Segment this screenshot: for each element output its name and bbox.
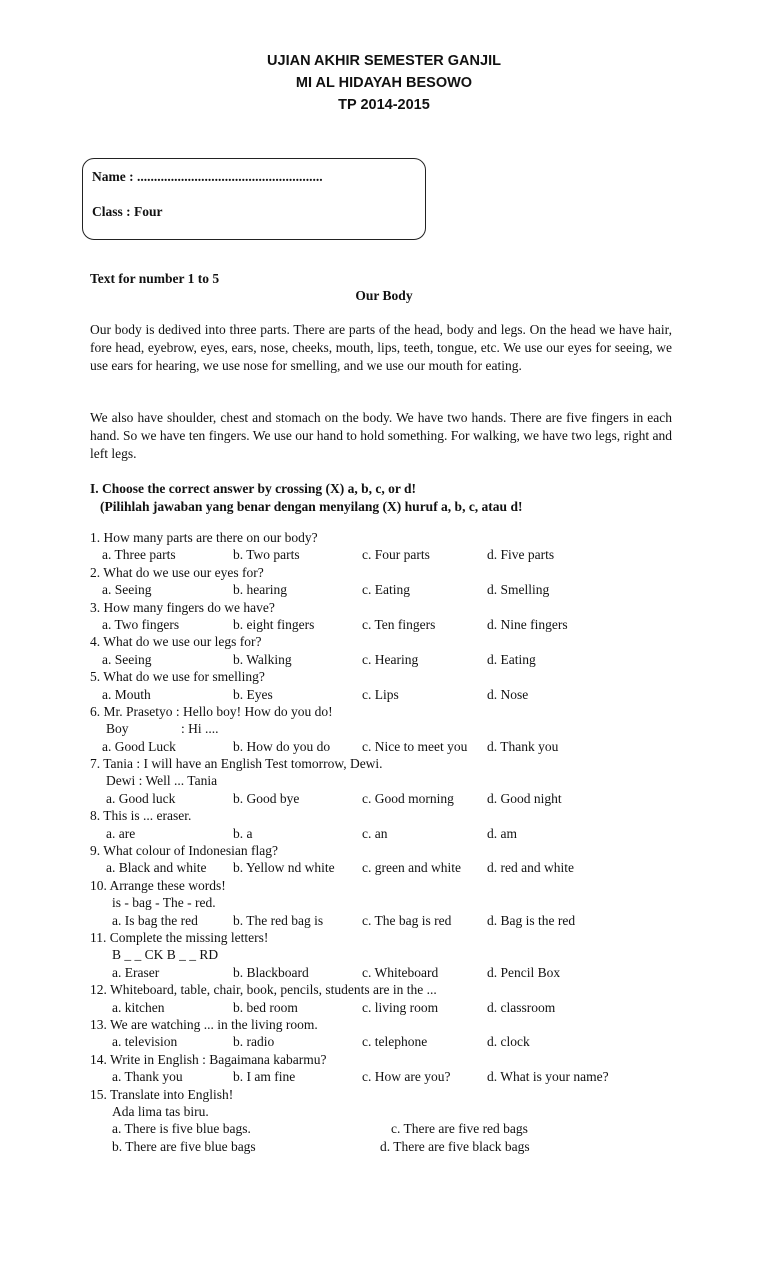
- answer-options: [90, 1033, 710, 1050]
- question-text: [90, 599, 710, 616]
- reading-paragraph-1: Our body is dedived into three parts. There are parts of the head, body and legs. On the head we have hair, fore head, eyebrow, eyes, ears, nose, cheeks, mouth, lips, teeth, tongue, etc. We use our eyes for seeing, we use ears for hearing, we use nose for smelling, and we use our mouth for eating.: [90, 322, 672, 373]
- answer-option[interactable]: a. There is five blue bags.: [112, 1121, 251, 1137]
- answer-option[interactable]: a. Is bag the red: [112, 912, 198, 928]
- question-extra: [90, 772, 710, 789]
- question-extra: [90, 720, 710, 737]
- answer-option[interactable]: c. Eating: [362, 582, 410, 598]
- answer-option[interactable]: a. Mouth: [102, 686, 151, 702]
- answer-option[interactable]: b. There are five blue bags: [112, 1138, 256, 1154]
- question-text: [90, 1016, 710, 1033]
- answer-option[interactable]: c. There are five red bags: [391, 1121, 528, 1137]
- answer-option[interactable]: b. Two parts: [233, 547, 300, 563]
- answer-options: [90, 1068, 710, 1085]
- question-label: 11. Complete the missing letters!: [90, 929, 269, 945]
- question-label: 14. Write in English : Bagaimana kabarmu?: [90, 1051, 327, 1067]
- answer-option[interactable]: b. I am fine: [233, 1069, 296, 1085]
- question-extra-text: : Hi ....: [181, 721, 219, 737]
- answer-option[interactable]: a. Three parts: [102, 547, 176, 563]
- student-identity-box: [82, 158, 426, 240]
- answer-option[interactable]: b. hearing: [233, 582, 287, 598]
- answer-option[interactable]: c. Ten fingers: [362, 616, 436, 632]
- answer-option[interactable]: a. Black and white: [106, 860, 207, 876]
- question-label: 3. How many fingers do we have?: [90, 599, 275, 615]
- answer-option[interactable]: c. Lips: [362, 686, 399, 702]
- question-extra-text: Ada lima tas biru.: [112, 1103, 209, 1119]
- question-text: [90, 981, 710, 998]
- answer-option[interactable]: d. am: [487, 825, 517, 841]
- answer-option[interactable]: a. Good Luck: [102, 738, 176, 754]
- answer-option[interactable]: a. Eraser: [112, 964, 160, 980]
- answer-option[interactable]: b. Yellow nd white: [233, 860, 335, 876]
- question-text: [90, 877, 710, 894]
- question-extra: [90, 1103, 710, 1120]
- answer-option[interactable]: d. Eating: [487, 651, 536, 667]
- answer-option[interactable]: c. living room: [362, 999, 439, 1015]
- question-label: 12. Whiteboard, table, chair, book, pencils, students are in the ...: [90, 982, 437, 998]
- question-label: 5. What do we use for smelling?: [90, 669, 265, 685]
- question-extra-text: Boy: [106, 721, 129, 737]
- answer-options: [90, 964, 710, 981]
- answer-option[interactable]: b. Good bye: [233, 790, 300, 806]
- instruction-english: I. Choose the correct answer by crossing (X) a, b, c, or d!: [90, 481, 416, 496]
- answer-option[interactable]: b. Eyes: [233, 686, 273, 702]
- answer-options: [90, 616, 710, 633]
- school-year: TP 2014-2015: [338, 97, 430, 113]
- answer-option[interactable]: d. Five parts: [487, 547, 555, 563]
- answer-option[interactable]: b. eight fingers: [233, 616, 315, 632]
- exam-header: [0, 50, 768, 116]
- question-label: 1. How many parts are there on our body?: [90, 530, 318, 545]
- answer-option[interactable]: a. Good luck: [106, 790, 176, 806]
- question-extra: [90, 894, 710, 911]
- answer-option[interactable]: c. Four parts: [362, 547, 430, 563]
- question-label: 10. Arrange these words!: [90, 877, 226, 893]
- answer-option[interactable]: c. Hearing: [362, 651, 419, 667]
- answer-options: [90, 651, 710, 668]
- answer-option[interactable]: b. Blackboard: [233, 964, 309, 980]
- question-text: [90, 1086, 710, 1103]
- answer-option[interactable]: d. classroom: [487, 999, 556, 1015]
- answer-option[interactable]: b. radio: [233, 1034, 275, 1050]
- answer-option[interactable]: d. red and white: [487, 860, 574, 876]
- answer-option[interactable]: a. Seeing: [102, 582, 152, 598]
- answer-option[interactable]: b. a: [233, 825, 253, 841]
- answer-option[interactable]: c. an: [362, 825, 388, 841]
- question-text: [90, 807, 710, 824]
- answer-option[interactable]: c. Good morning: [362, 790, 454, 806]
- question-text: [90, 529, 710, 546]
- answer-option[interactable]: a. Seeing: [102, 651, 152, 667]
- question-text: [90, 842, 710, 859]
- question-text: [90, 703, 710, 720]
- reading-intro: Text for number 1 to 5: [90, 271, 220, 286]
- answer-options: [90, 912, 710, 929]
- answer-options: [90, 581, 710, 598]
- question-text: [90, 564, 710, 581]
- question-label: 2. What do we use our eyes for?: [90, 564, 264, 580]
- reading-title: Our Body: [355, 288, 413, 303]
- answer-options: [90, 1120, 710, 1137]
- question-extra-text: is - bag - The - red.: [112, 895, 216, 911]
- answer-options: [90, 790, 710, 807]
- question-label: 9. What colour of Indonesian flag?: [90, 843, 278, 859]
- question-label: 7. Tania : I will have an English Test tomorrow, Dewi.: [90, 756, 383, 772]
- question-extra: [90, 946, 710, 963]
- answer-option[interactable]: c. How are you?: [362, 1069, 451, 1085]
- question-text: [90, 668, 710, 685]
- question-list: [90, 529, 710, 1155]
- answer-option[interactable]: b. Walking: [233, 651, 292, 667]
- answer-option[interactable]: c. telephone: [362, 1034, 428, 1050]
- question-label: 6. Mr. Prasetyo : Hello boy! How do you do!: [90, 703, 333, 719]
- question-label: 8. This is ... eraser.: [90, 808, 192, 824]
- answer-option[interactable]: d. clock: [487, 1034, 530, 1050]
- question-label: 15. Translate into English!: [90, 1086, 234, 1102]
- question-extra-text: B _ _ CK B _ _ RD: [112, 947, 219, 963]
- instruction-indonesian: (Pilihlah jawaban yang benar dengan menyilang (X) huruf a, b, c, atau d!: [100, 499, 523, 514]
- answer-option[interactable]: d. Bag is the red: [487, 912, 576, 928]
- question-label: 13. We are watching ... in the living room.: [90, 1016, 318, 1032]
- answer-options: [90, 738, 710, 755]
- answer-option[interactable]: a. are: [106, 825, 136, 841]
- instructions: [90, 480, 522, 516]
- answer-option[interactable]: d. Thank you: [487, 738, 559, 754]
- answer-option[interactable]: d. Nine fingers: [487, 616, 568, 632]
- question-label: 4. What do we use our legs for?: [90, 634, 262, 650]
- school-name: MI AL HIDAYAH BESOWO: [295, 75, 473, 91]
- answer-option[interactable]: d. Pencil Box: [487, 964, 561, 980]
- answer-option[interactable]: d. Smelling: [487, 582, 550, 598]
- question-text: [90, 1051, 710, 1068]
- question-extra-text: Dewi : Well ... Tania: [106, 773, 218, 789]
- answer-options: [90, 859, 710, 876]
- class-line: Class : Four: [92, 204, 163, 219]
- answer-option[interactable]: a. television: [112, 1034, 178, 1050]
- answer-options: [90, 546, 710, 563]
- answer-option[interactable]: b. bed room: [233, 999, 298, 1015]
- answer-option[interactable]: a. Two fingers: [102, 616, 180, 632]
- answer-options: [90, 686, 710, 703]
- answer-option[interactable]: d. Good night: [487, 790, 562, 806]
- question-text: [90, 633, 710, 650]
- name-line: Name : .......................................................: [92, 169, 323, 184]
- answer-option[interactable]: a. Thank you: [112, 1069, 183, 1085]
- question-text: [90, 755, 710, 772]
- answer-options: [90, 825, 710, 842]
- answer-option[interactable]: d. Nose: [487, 686, 529, 702]
- reading-paragraph-2: We also have shoulder, chest and stomach on the body. We have two hands. There are five fingers in each hand. So we have ten fingers. We use our hand to hold something. For walking, we have two legs, right and left legs.: [90, 410, 672, 461]
- answer-option[interactable]: a. kitchen: [112, 999, 165, 1015]
- answer-options: [90, 1138, 710, 1155]
- answer-option[interactable]: c. The bag is red: [362, 912, 452, 928]
- answer-option[interactable]: c. green and white: [362, 860, 461, 876]
- exam-title: UJIAN AKHIR SEMESTER GANJIL: [267, 53, 501, 69]
- answer-option[interactable]: b. How do you do: [233, 738, 331, 754]
- answer-option[interactable]: b. The red bag is: [233, 912, 324, 928]
- answer-option[interactable]: c. Nice to meet you: [362, 738, 468, 754]
- question-text: [90, 929, 710, 946]
- answer-option[interactable]: c. Whiteboard: [362, 964, 439, 980]
- answer-options: [90, 999, 710, 1016]
- answer-option[interactable]: d. What is your name?: [487, 1069, 609, 1085]
- answer-option[interactable]: d. There are five black bags: [380, 1138, 530, 1154]
